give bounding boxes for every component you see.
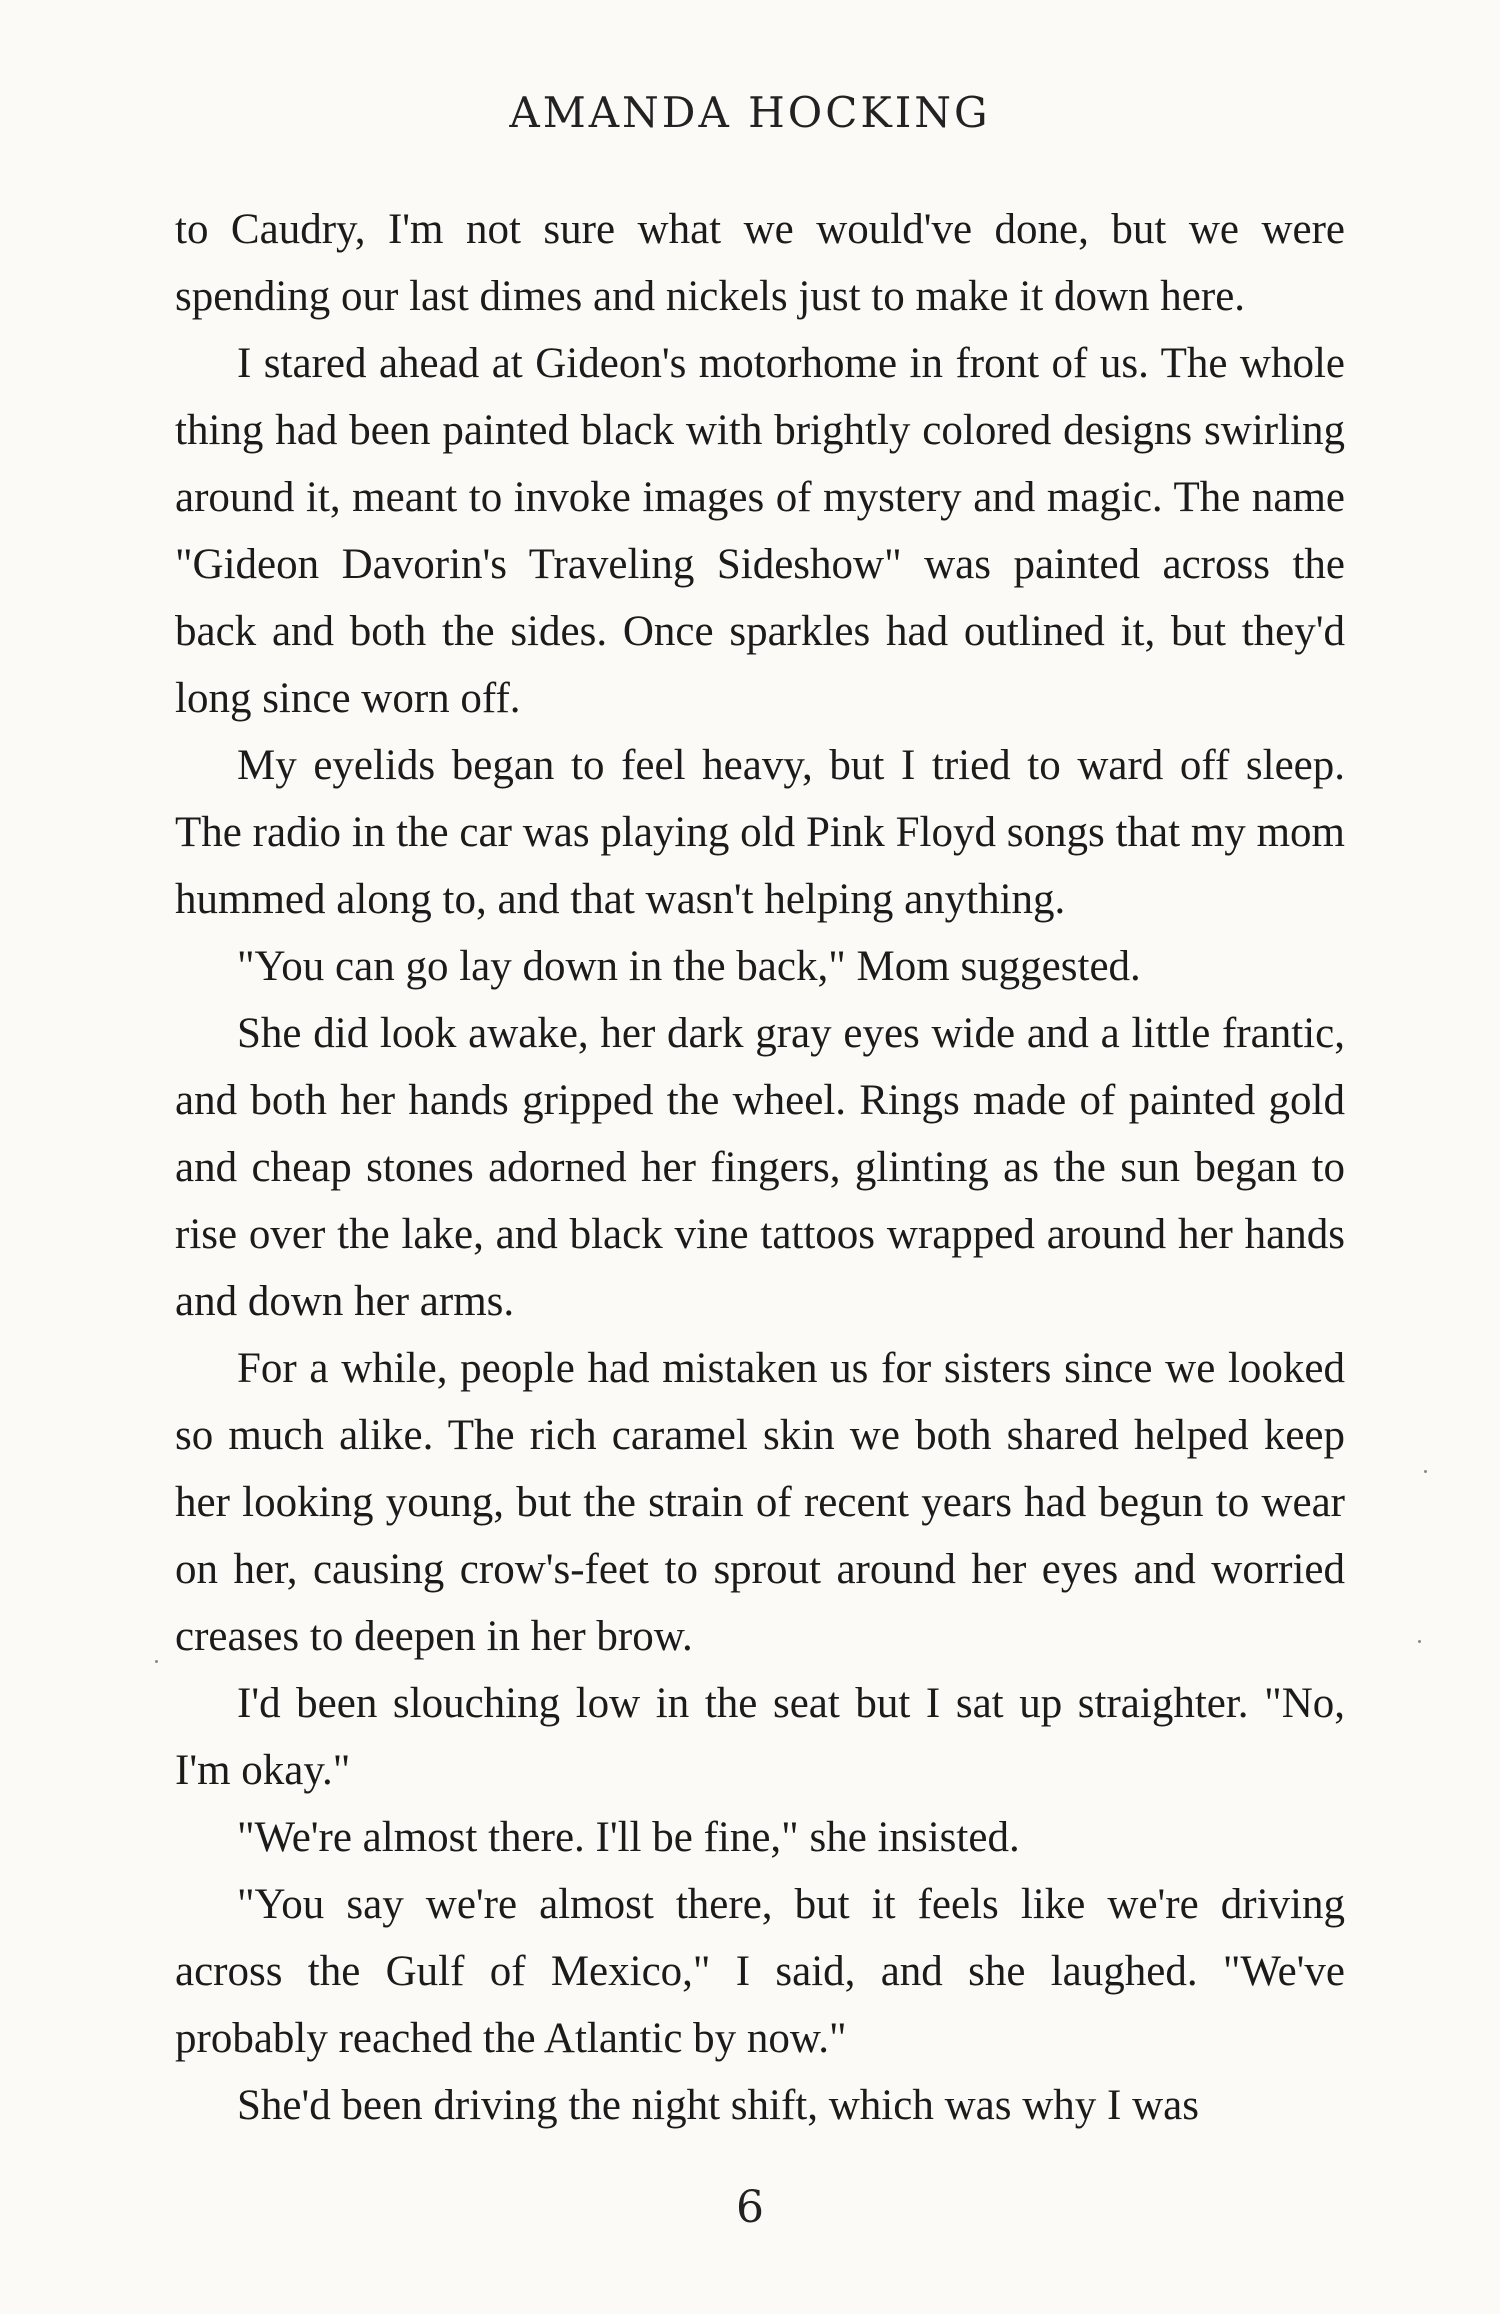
running-head: AMANDA HOCKING [509, 88, 991, 137]
paragraph: "You say we're almost there, but it feels like we're driving across the Gulf of Mexico," I said, and she laughed. "We've probably reached the Atlantic by now." [175, 1881, 1345, 2062]
paragraph: She'd been driving the night shift, which was why I was [237, 2082, 1199, 2129]
paragraph: "We're almost there. I'll be fine," she insisted. [237, 1814, 1020, 1861]
paragraph: My eyelids began to feel heavy, but I tried to ward off sleep. The radio in the car was playing old Pink Floyd songs that my mom hummed along to, and that wasn't helping anything. [175, 742, 1345, 923]
page-number: 6 [736, 2182, 764, 2233]
paragraph: "You can go lay down in the back," Mom suggested. [237, 943, 1141, 990]
paragraph: I stared ahead at Gideon's motorhome in front of us. The whole thing had been painted black with brightly colored designs swirling around it, meant to invoke images of mystery and magic. The name "Gideon Davorin's Traveling Sideshow" was painted across the back and both the sides. Once sparkles had outlined it, but they'd long since worn off. [175, 340, 1345, 722]
paragraph: She did look awake, her dark gray eyes wide and a little frantic, and both her hands gripped the wheel. Rings made of painted gold and cheap stones adorned her fingers, glinting as the sun began to rise over the lake, and black vine tattoos wrapped around her hands and down her arms. [175, 1010, 1345, 1325]
paper-speck [155, 1660, 158, 1663]
body-text [175, 196, 1345, 2139]
paper-speck [1424, 1470, 1427, 1473]
paper-speck [1418, 1640, 1421, 1643]
paragraph: I'd been slouching low in the seat but I sat up straighter. "No, I'm okay." [175, 1680, 1345, 1794]
paragraph: to Caudry, I'm not sure what we would've done, but we were spending our last dimes and nickels just to make it down here. [175, 206, 1345, 320]
paragraph: For a while, people had mistaken us for sisters since we looked so much alike. The rich caramel skin we both shared helped keep her looking young, but the strain of recent years had begun to wear on her, causing crow's-feet to sprout around her eyes and worried creases to deepen in her brow. [175, 1345, 1345, 1660]
